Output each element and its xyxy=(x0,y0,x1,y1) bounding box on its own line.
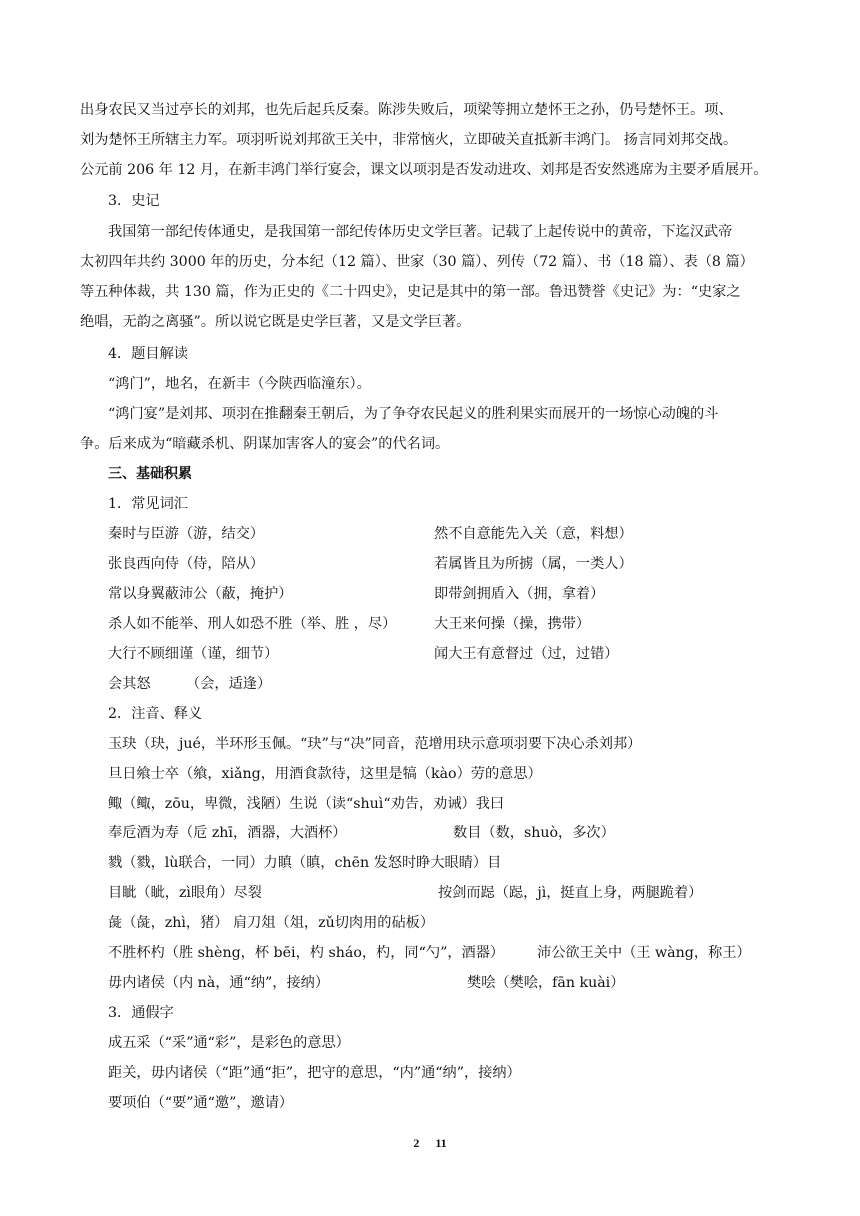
vocab-left: 杀人如不能举、刑人如恐不胜（举、胜 ，尽） xyxy=(108,616,397,632)
section4-line-2: “鸿门宴”是刘邦、项羽在推翻秦王朝后，为了争夺农民起义的胜利果实而展开的一场惊心动魄的斗 xyxy=(108,406,719,422)
vocab-right: 大王来何操（操，携带） xyxy=(434,616,591,632)
vocab-left: 张良西向侍（侍，陪从） xyxy=(108,556,265,572)
pronounce-line: 彘（彘，zhì，猪） 肩刀俎（俎，zǔ切肉用的砧板） xyxy=(108,915,435,931)
section3-heading: 3．史记 xyxy=(108,193,160,209)
pronounce-heading: 2．注音、释义 xyxy=(108,706,203,722)
tongjia-line: 距关，毋内诸侯（“距”通“拒”，把守的意思，“内”通“纳”，接纳） xyxy=(108,1065,521,1081)
pronounce-left: 奉卮酒为寿（卮 zhī，酒器，大酒杯） xyxy=(108,825,347,841)
pronounce-line: 玉玦（玦，jué，半环形玉佩。“玦”与“决”同音，范增用玦示意项羽要下决心杀刘邦） xyxy=(108,736,642,752)
section4-line-3: 争。后来成为“暗藏杀机、阴谋加害客人的宴会”的代名词。 xyxy=(80,436,450,452)
pronounce-right: 沛公欲王关中（王 wàng，称王） xyxy=(537,945,751,961)
vocab-right: 闻大王有意督过（过，过错） xyxy=(434,646,619,662)
pronounce-line: 戮（戮，lù联合，一同）力瞋（瞋，chēn 发怒时睁大眼睛）目 xyxy=(108,855,502,871)
vocab-right: 若属皆且为所掳（属，一类人） xyxy=(434,556,633,572)
vocab-heading: 1．常见词汇 xyxy=(108,496,188,512)
pronounce-left: 毋内诸侯（内 nà，通“纳”，接纳） xyxy=(108,975,330,991)
section3-line-3: 等五种体裁，共 130 篇，作为正史的《二十四史》，史记是其中的第一部。鲁迅赞誉《史记》为：“史家之 xyxy=(80,284,741,300)
vocab-left: 会其怒 （会，适逢） xyxy=(108,676,272,692)
tongjia-heading: 3．通假字 xyxy=(108,1005,174,1021)
section3-line-2: 太初四年共约 3000 年的历史，分本纪（12 篇）、世家（30 篇）、列传（72 篇）、书（18 篇）、表（8 篇） xyxy=(80,254,754,270)
tongjia-line: 成五采（“采”通“彩”，是彩色的意思） xyxy=(108,1035,350,1051)
section3-line-1: 我国第一部纪传体通史，是我国第一部纪传体历史文学巨著。记载了上起传说中的黄帝，下迄汉武帝 xyxy=(108,224,733,240)
pronounce-left: 目眦（眦，zì眼角）尽裂 xyxy=(108,885,262,901)
pronounce-right: 按剑而跽（跽，jì，挺直上身，两腿跪着） xyxy=(438,885,703,901)
page-number: 2 xyxy=(413,1136,420,1150)
vocab-right: 然不自意能先入关（意，料想） xyxy=(434,526,633,542)
section4-line-1: “鸿门”，地名，在新丰（今陕西临潼东）。 xyxy=(108,376,371,392)
para1-line-2: 刘为楚怀王所辖主力军。项羽听说刘邦欲王关中，非常恼火，立即破关直抵新丰鸿门。 扬言同刘邦交战。 xyxy=(80,132,738,148)
pronounce-right: 樊哙（樊哙，fān kuài） xyxy=(467,975,625,991)
tongjia-line: 要项伯（“要”通“邀”，邀请） xyxy=(108,1095,294,1111)
pronounce-line: 鲰（鲰，zōu，卑微，浅陋）生说（读“shuì“劝告，劝诫）我曰 xyxy=(108,796,505,812)
section3-line-4: 绝唱，无韵之离骚”。所以说它既是史学巨著，又是文学巨著。 xyxy=(80,314,471,330)
pronounce-left: 不胜杯杓（胜 shèng，杯 bēi，杓 sháo，杓，同“勺”，酒器） xyxy=(108,945,505,961)
page-total: 11 xyxy=(435,1136,447,1150)
pronounce-line: 旦日飨士卒（飨，xiǎng，用酒食款待，这里是犒（kào）劳的意思） xyxy=(108,766,542,782)
para1-line-1: 出身农民又当过亭长的刘邦，也先后起兵反秦。陈涉失败后，项梁等拥立楚怀王之孙，仍号楚怀王。项、 xyxy=(80,102,733,118)
pronounce-right: 数目（数，shuò，多次） xyxy=(453,825,615,841)
vocab-right: 即带剑拥盾入（拥，拿着） xyxy=(434,586,605,602)
page-footer xyxy=(0,1136,860,1151)
para1-line-3: 公元前 206 年 12 月，在新丰鸿门举行宴会，课文以项羽是否发动进攻、刘邦是否安然逃席为主要矛盾展开。 xyxy=(80,162,768,178)
vocab-left: 秦时与臣游（游，结交） xyxy=(108,526,265,542)
part3-heading: 三、基础积累 xyxy=(108,466,192,482)
section4-heading: 4．题目解读 xyxy=(108,346,188,362)
vocab-left: 常以身翼蔽沛公（蔽，掩护） xyxy=(108,586,293,602)
vocab-left: 大行不顾细谨（谨，细节） xyxy=(108,646,279,662)
